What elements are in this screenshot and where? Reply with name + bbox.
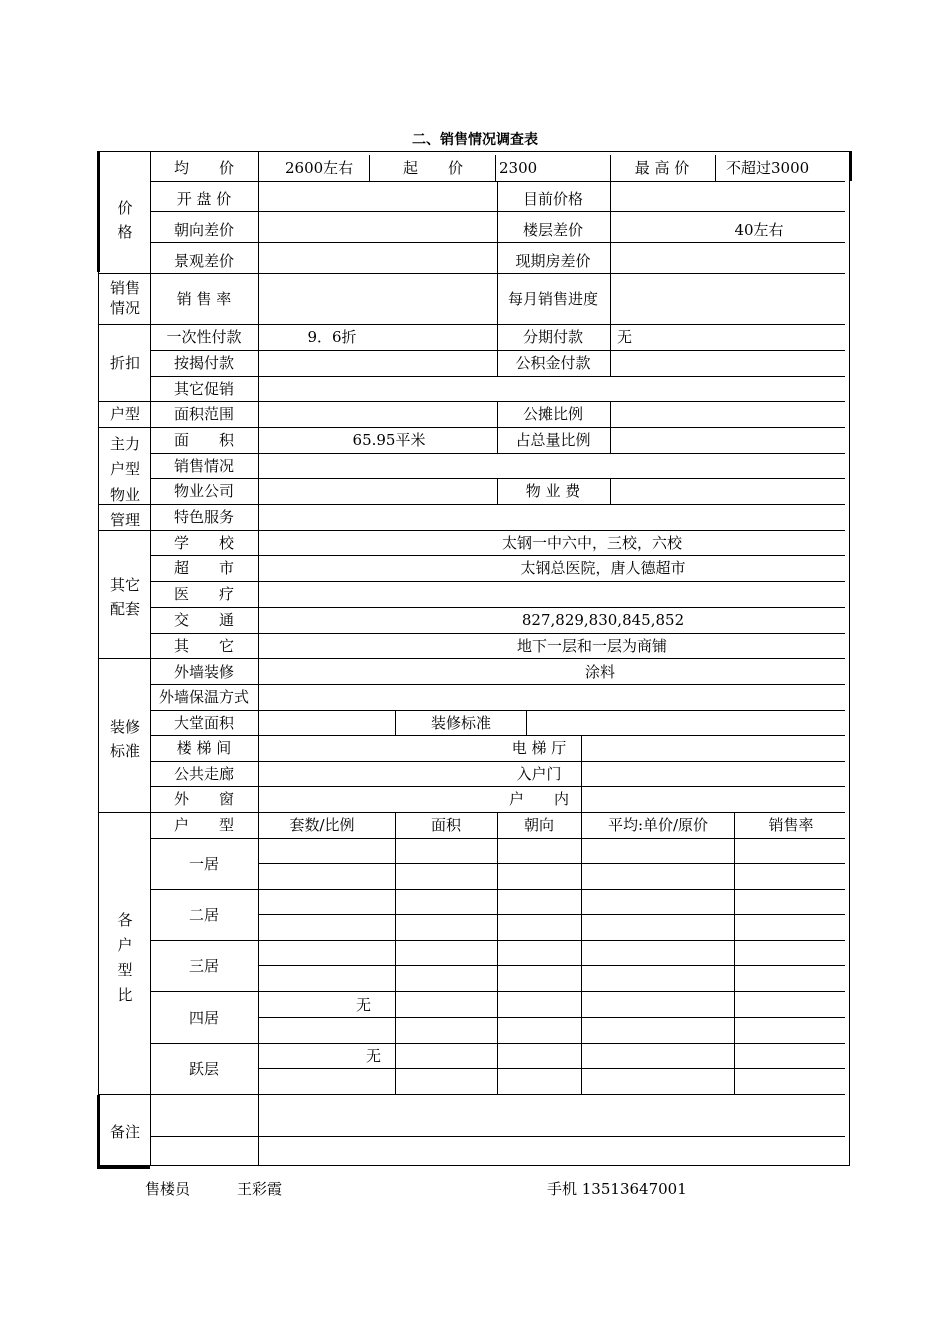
label-total-ratio: 占总量比例 — [515, 431, 591, 449]
section-main-layout: 主力 户型 — [109, 435, 141, 478]
grid-line-vertical — [581, 812, 582, 1094]
grid-line-horizontal — [150, 786, 845, 787]
label-max-price: 最 高 价 — [634, 159, 690, 177]
grid-line-vertical — [150, 151, 151, 1166]
label-exterior-wall: 外墙装修 — [173, 663, 235, 681]
label-school: 学 校 — [173, 534, 235, 552]
unit-header-type: 户 型 — [173, 816, 235, 834]
grid-line-horizontal — [258, 965, 845, 966]
value-installment: 无 — [617, 328, 633, 346]
grid-line-horizontal — [258, 1068, 845, 1069]
label-spot-diff: 现期房差价 — [515, 252, 591, 270]
footer-role: 售楼员 — [145, 1180, 191, 1198]
grid-line-horizontal — [258, 863, 845, 864]
grid-line-vertical — [497, 273, 498, 324]
section-layout: 户型 — [109, 405, 141, 423]
grid-line-vertical — [610, 181, 611, 273]
grid-line-vertical — [581, 735, 582, 812]
label-corridor: 公共走廊 — [173, 765, 235, 783]
label-lump-sum: 一次性付款 — [166, 328, 242, 346]
label-medical: 医 疗 — [173, 585, 235, 603]
value-lump-sum: 9．6折 — [307, 328, 357, 346]
unit-row-count: 无 — [366, 1047, 382, 1065]
grid-line-horizontal — [98, 273, 845, 274]
grid-line-vertical — [258, 151, 259, 1166]
section-decoration: 装修 标准 — [109, 718, 141, 760]
label-orientation-diff: 朝向差价 — [173, 221, 235, 239]
grid-line-horizontal — [98, 504, 845, 505]
value-exterior-wall: 涂料 — [584, 663, 616, 681]
label-transport: 交 通 — [173, 611, 235, 629]
grid-line-horizontal — [98, 427, 845, 428]
label-other: 其 它 — [173, 637, 235, 655]
grid-line-vertical — [395, 812, 396, 1094]
grid-line-horizontal — [150, 710, 845, 711]
grid-line-horizontal — [98, 812, 845, 813]
label-stairwell: 楼 梯 间 — [176, 739, 232, 757]
section-sales: 销售 情况 — [109, 279, 141, 317]
grid-line-vertical — [497, 478, 498, 504]
unit-header-area: 面积 — [430, 816, 462, 834]
page-title: 二、销售情况调查表 — [412, 132, 538, 148]
label-monthly-progress: 每月销售进度 — [507, 290, 599, 308]
label-other-promo: 其它促销 — [173, 380, 235, 398]
thick-mark — [97, 151, 100, 272]
label-shared-ratio: 公摊比例 — [522, 405, 584, 423]
grid-line-vertical — [610, 324, 611, 376]
label-view-diff: 景观差价 — [173, 252, 235, 270]
label-area: 面 积 — [173, 431, 235, 449]
grid-line-vertical — [610, 155, 611, 181]
grid-line-vertical — [526, 710, 527, 735]
label-floor-diff: 楼层差价 — [522, 221, 584, 239]
unit-header-price: 平均:单价/原价 — [607, 816, 709, 834]
unit-row-type: 四居 — [188, 1009, 220, 1027]
unit-row-type: 二居 — [188, 906, 220, 924]
grid-line-horizontal — [258, 1017, 845, 1018]
value-area: 65.95平米 — [352, 431, 426, 449]
label-sales-rate: 销 售 率 — [176, 290, 232, 308]
label-lobby-area: 大堂面积 — [173, 714, 235, 732]
value-avg-price: 2600左右 — [285, 159, 354, 177]
grid-line-horizontal — [98, 658, 845, 659]
grid-line-horizontal — [98, 1094, 845, 1095]
grid-line-horizontal — [150, 684, 845, 685]
value-transport: 827,829,830,845,852 — [521, 611, 685, 629]
unit-row-type: 一居 — [188, 855, 220, 873]
thick-mark — [97, 1095, 100, 1168]
unit-row-type: 跃层 — [188, 1060, 220, 1078]
section-price: 价 格 — [117, 199, 133, 241]
grid-line-vertical — [610, 401, 611, 453]
grid-line-horizontal — [150, 376, 845, 377]
label-supermarket: 超 市 — [173, 559, 235, 577]
label-property-fee: 物 业 费 — [525, 482, 581, 500]
grid-line-vertical — [395, 710, 396, 735]
unit-header-orientation: 朝向 — [523, 816, 555, 834]
label-indoor: 户 内 — [508, 790, 570, 808]
grid-line-horizontal — [150, 607, 845, 608]
value-start-price: 2300 — [499, 159, 538, 177]
unit-row-count: 无 — [356, 996, 372, 1014]
grid-line-horizontal — [150, 453, 845, 454]
value-max-price: 不超过3000 — [726, 159, 810, 177]
grid-line-vertical — [497, 812, 498, 1094]
label-property-company: 物业公司 — [173, 482, 235, 500]
label-current-price: 目前价格 — [522, 190, 584, 208]
label-installment: 分期付款 — [522, 328, 584, 346]
unit-row-type: 三居 — [188, 957, 220, 975]
label-main-sales: 销售情况 — [173, 457, 235, 475]
grid-line-vertical — [497, 401, 498, 453]
grid-line-vertical — [369, 155, 370, 181]
grid-line-vertical — [610, 478, 611, 504]
label-provident: 公积金付款 — [515, 354, 591, 372]
grid-line-horizontal — [150, 735, 845, 736]
grid-line-horizontal — [98, 324, 845, 325]
grid-line-horizontal — [150, 633, 845, 634]
label-deco-standard: 装修标准 — [430, 714, 492, 732]
grid-line-vertical — [610, 273, 611, 324]
label-elevator-hall: 电 梯 厅 — [511, 739, 567, 757]
section-remarks: 备注 — [109, 1123, 141, 1141]
grid-line-horizontal — [150, 581, 845, 582]
grid-line-vertical — [715, 155, 716, 181]
label-opening-price: 开 盘 价 — [176, 190, 232, 208]
value-school: 太钢一中六中，三校，六校 — [501, 534, 683, 552]
section-facilities: 其它 配套 — [109, 576, 141, 618]
label-entry-door: 入户门 — [516, 765, 562, 783]
grid-line-vertical — [497, 324, 498, 376]
grid-line-vertical — [497, 181, 498, 273]
footer-name: 王彩霞 — [237, 1180, 283, 1198]
value-supermarket: 太钢总医院，唐人德超市 — [520, 559, 686, 577]
thick-mark — [849, 151, 852, 181]
label-avg-price: 均 价 — [173, 159, 235, 177]
thick-mark — [97, 1166, 150, 1169]
label-special-service: 特色服务 — [173, 508, 235, 526]
section-unit-mix: 各 户 型 比 — [117, 911, 133, 1004]
section-discount: 折扣 — [109, 354, 141, 372]
unit-header-count: 套数/比例 — [289, 816, 355, 834]
grid-line-vertical — [734, 812, 735, 1094]
value-other: 地下一层和一层为商铺 — [516, 637, 668, 655]
grid-line-horizontal — [150, 1136, 845, 1137]
grid-line-horizontal — [150, 761, 845, 762]
grid-line-horizontal — [98, 401, 845, 402]
unit-header-sales-rate: 销售率 — [768, 816, 814, 834]
grid-line-horizontal — [258, 914, 845, 915]
grid-line-vertical — [495, 155, 496, 181]
grid-line-horizontal — [150, 555, 845, 556]
label-start-price: 起 价 — [402, 159, 464, 177]
label-area-range: 面积范围 — [173, 405, 235, 423]
label-window: 外 窗 — [173, 790, 235, 808]
footer-phone: 手机 13513647001 — [547, 1180, 687, 1198]
label-insulation: 外墙保温方式 — [158, 688, 250, 706]
label-mortgage: 按揭付款 — [173, 354, 235, 372]
value-floor-diff: 40左右 — [734, 221, 784, 239]
section-property: 物业 管理 — [109, 486, 141, 529]
grid-line-horizontal — [98, 530, 845, 531]
